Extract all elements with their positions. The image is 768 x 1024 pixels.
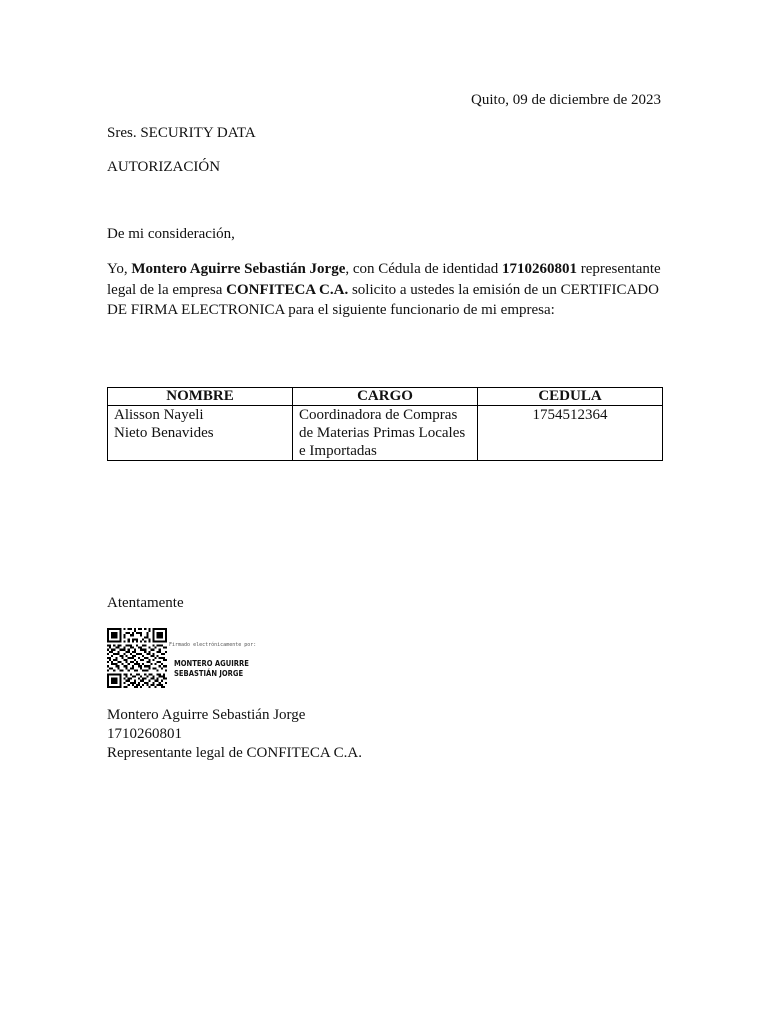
electronic-signature (107, 626, 267, 692)
header-cargo: CARGO (293, 388, 478, 406)
cargo-line: e Importadas (299, 443, 377, 459)
body-text-2: , con Cédula de identidad (345, 261, 502, 277)
table-row (108, 406, 663, 461)
signer-id: 1710260801 (107, 726, 182, 742)
body-text-4: solicito a ustedes la emisión de un CERTIFICADO DE FIRMA ELECTRONICA para el siguiente funcionario de mi empresa: (107, 281, 659, 318)
letter-date: Quito, 09 de diciembre de 2023 (471, 92, 661, 108)
cell-cedula: 1754512364 (478, 406, 663, 461)
employee-table (107, 387, 663, 461)
signature-name (174, 659, 249, 679)
signature-name-line: MONTERO AGUIRRE (174, 659, 249, 668)
cell-cargo (293, 406, 478, 461)
company-name: CONFITECA C.A. (226, 281, 349, 298)
greeting: De mi consideración, (107, 226, 235, 242)
header-cedula: CEDULA (478, 388, 663, 406)
header-nombre: NOMBRE (108, 388, 293, 406)
requester-id: 1710260801 (501, 261, 577, 277)
cargo-line: de Materias Primas Locales (299, 425, 466, 441)
body-text-1: Yo, (107, 261, 132, 277)
body-text-3: representante legal de la empresa (107, 261, 661, 298)
signature-name-line: SEBASTIÁN JORGE (174, 669, 244, 678)
signer-name: Montero Aguirre Sebastián Jorge (107, 707, 306, 723)
qr-code-icon (107, 628, 167, 688)
body-paragraph (107, 259, 667, 321)
closing: Atentamente (107, 595, 184, 611)
nombre-line: Alisson Nayeli (114, 407, 204, 423)
subject: AUTORIZACIÓN (107, 159, 221, 175)
nombre-line: Nieto Benavides (114, 425, 214, 441)
recipient: Sres. SECURITY DATA (107, 125, 256, 141)
signer-role: Representante legal de CONFITECA C.A. (107, 745, 362, 761)
cell-nombre (108, 406, 293, 461)
signature-caption: Firmado electrónicamente por: (169, 642, 257, 648)
requester-name: Montero Aguirre Sebastián Jorge (131, 261, 346, 277)
cargo-line: Coordinadora de Compras (299, 407, 458, 423)
table-header-row (108, 388, 663, 406)
